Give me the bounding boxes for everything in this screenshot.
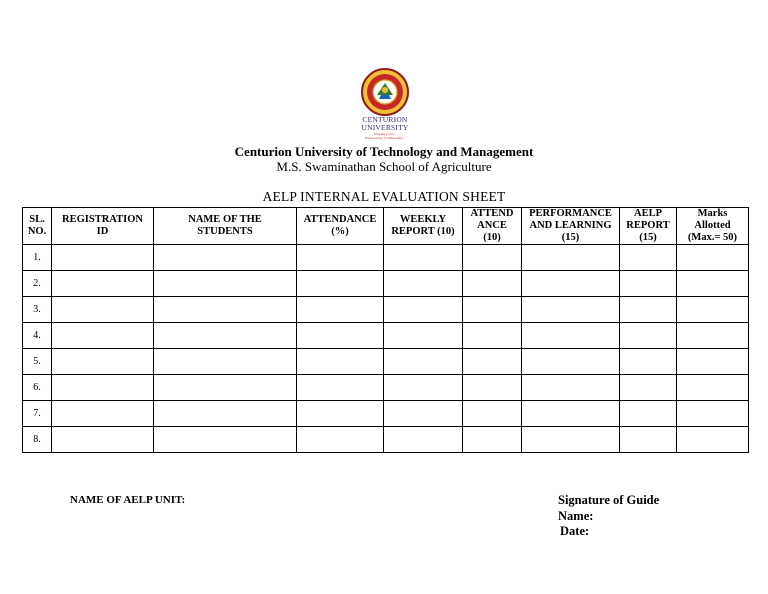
marks-cell[interactable]: [677, 245, 749, 271]
sheet-title: AELP INTERNAL EVALUATION SHEET: [262, 189, 506, 204]
performance-cell[interactable]: [522, 297, 620, 323]
header-registration-id: REGISTRATION ID: [52, 208, 154, 245]
signature-block: [558, 493, 659, 540]
aelp-report-cell[interactable]: [620, 271, 677, 297]
marks-cell[interactable]: [677, 427, 749, 453]
attendance-score-cell[interactable]: [463, 427, 522, 453]
attendance-score-cell[interactable]: [463, 349, 522, 375]
performance-cell[interactable]: [522, 271, 620, 297]
table-row: [23, 271, 749, 297]
table-row: [23, 427, 749, 453]
table-row: [23, 375, 749, 401]
student-name-cell[interactable]: [154, 297, 297, 323]
sl-no-cell: 5.: [23, 349, 52, 375]
registration-id-cell[interactable]: [52, 297, 154, 323]
header-weekly-report: WEEKLY REPORT (10): [384, 208, 463, 245]
table-row: [23, 323, 749, 349]
marks-cell[interactable]: [677, 375, 749, 401]
header-marks-allotted: Marks Allotted (Max.= 50): [677, 208, 749, 245]
marks-cell[interactable]: [677, 271, 749, 297]
attendance-cell[interactable]: [297, 427, 384, 453]
marks-cell[interactable]: [677, 401, 749, 427]
student-name-cell[interactable]: [154, 245, 297, 271]
aelp-report-cell[interactable]: [620, 323, 677, 349]
logo-line-2: UNIVERSITY: [361, 123, 409, 132]
logo-line-1: CENTURION: [362, 115, 408, 124]
student-name-cell[interactable]: [154, 375, 297, 401]
performance-cell[interactable]: [522, 323, 620, 349]
performance-cell[interactable]: [522, 375, 620, 401]
attendance-score-cell[interactable]: [463, 245, 522, 271]
header-sl-no: SL. NO.: [23, 208, 52, 245]
student-name-cell[interactable]: [154, 349, 297, 375]
attendance-cell[interactable]: [297, 401, 384, 427]
marks-cell[interactable]: [677, 349, 749, 375]
aelp-report-cell[interactable]: [620, 375, 677, 401]
institution-name: Centurion University of Technology and Management: [234, 144, 534, 159]
school-name: M.S. Swaminathan School of Agriculture: [276, 159, 492, 174]
aelp-report-cell[interactable]: [620, 297, 677, 323]
aelp-report-cell[interactable]: [620, 349, 677, 375]
sl-no-cell: 3.: [23, 297, 52, 323]
performance-cell[interactable]: [522, 245, 620, 271]
attendance-cell[interactable]: [297, 297, 384, 323]
student-name-cell[interactable]: [154, 323, 297, 349]
weekly-report-cell[interactable]: [384, 245, 463, 271]
marks-cell[interactable]: [677, 297, 749, 323]
weekly-report-cell[interactable]: [384, 271, 463, 297]
table-row: [23, 349, 749, 375]
sl-no-cell: 1.: [23, 245, 52, 271]
registration-id-cell[interactable]: [52, 401, 154, 427]
header-student-name: NAME OF THE STUDENTS: [154, 208, 297, 245]
attendance-score-cell[interactable]: [463, 323, 522, 349]
table-row: [23, 401, 749, 427]
weekly-report-cell[interactable]: [384, 323, 463, 349]
sl-no-cell: 7.: [23, 401, 52, 427]
signature-label: Signature of Guide: [558, 493, 660, 507]
weekly-report-cell[interactable]: [384, 349, 463, 375]
logo-tagline-2: Empowering Communities...: [364, 136, 406, 140]
registration-id-cell[interactable]: [52, 323, 154, 349]
attendance-score-cell[interactable]: [463, 401, 522, 427]
evaluation-table: [22, 207, 749, 453]
attendance-score-cell[interactable]: [463, 297, 522, 323]
performance-cell[interactable]: [522, 427, 620, 453]
student-name-cell[interactable]: [154, 401, 297, 427]
logo-tagline-1: Shaping Lives...: [373, 132, 397, 136]
header-attendance: ATTENDANCE (%): [297, 208, 384, 245]
marks-cell[interactable]: [677, 323, 749, 349]
header-performance: PERFORMANCE AND LEARNING (15): [522, 208, 620, 245]
attendance-cell[interactable]: [297, 349, 384, 375]
registration-id-cell[interactable]: [52, 271, 154, 297]
registration-id-cell[interactable]: [52, 427, 154, 453]
table-row: [23, 245, 749, 271]
attendance-score-cell[interactable]: [463, 271, 522, 297]
university-logo: [359, 68, 411, 146]
header-attendance-score: ATTEND ANCE (10): [463, 208, 522, 245]
performance-cell[interactable]: [522, 401, 620, 427]
aelp-unit-label: NAME OF AELP UNIT:: [70, 494, 186, 506]
attendance-cell[interactable]: [297, 323, 384, 349]
aelp-report-cell[interactable]: [620, 245, 677, 271]
aelp-report-cell[interactable]: [620, 427, 677, 453]
registration-id-cell[interactable]: [52, 349, 154, 375]
attendance-cell[interactable]: [297, 375, 384, 401]
header-row: [23, 208, 749, 245]
registration-id-cell[interactable]: [52, 375, 154, 401]
header-aelp-report: AELP REPORT (15): [620, 208, 677, 245]
weekly-report-cell[interactable]: [384, 401, 463, 427]
sl-no-cell: 2.: [23, 271, 52, 297]
weekly-report-cell[interactable]: [384, 427, 463, 453]
weekly-report-cell[interactable]: [384, 297, 463, 323]
attendance-cell[interactable]: [297, 271, 384, 297]
name-label: Name:: [558, 508, 594, 523]
student-name-cell[interactable]: [154, 271, 297, 297]
sl-no-cell: 6.: [23, 375, 52, 401]
table-row: [23, 297, 749, 323]
date-label: Date:: [560, 524, 590, 538]
sl-no-cell: 4.: [23, 323, 52, 349]
weekly-report-cell[interactable]: [384, 375, 463, 401]
sl-no-cell: 8.: [23, 427, 52, 453]
aelp-report-cell[interactable]: [620, 401, 677, 427]
registration-id-cell[interactable]: [52, 245, 154, 271]
university-seal-icon: [360, 68, 410, 116]
student-name-cell[interactable]: [154, 427, 297, 453]
performance-cell[interactable]: [522, 349, 620, 375]
attendance-score-cell[interactable]: [463, 375, 522, 401]
attendance-cell[interactable]: [297, 245, 384, 271]
